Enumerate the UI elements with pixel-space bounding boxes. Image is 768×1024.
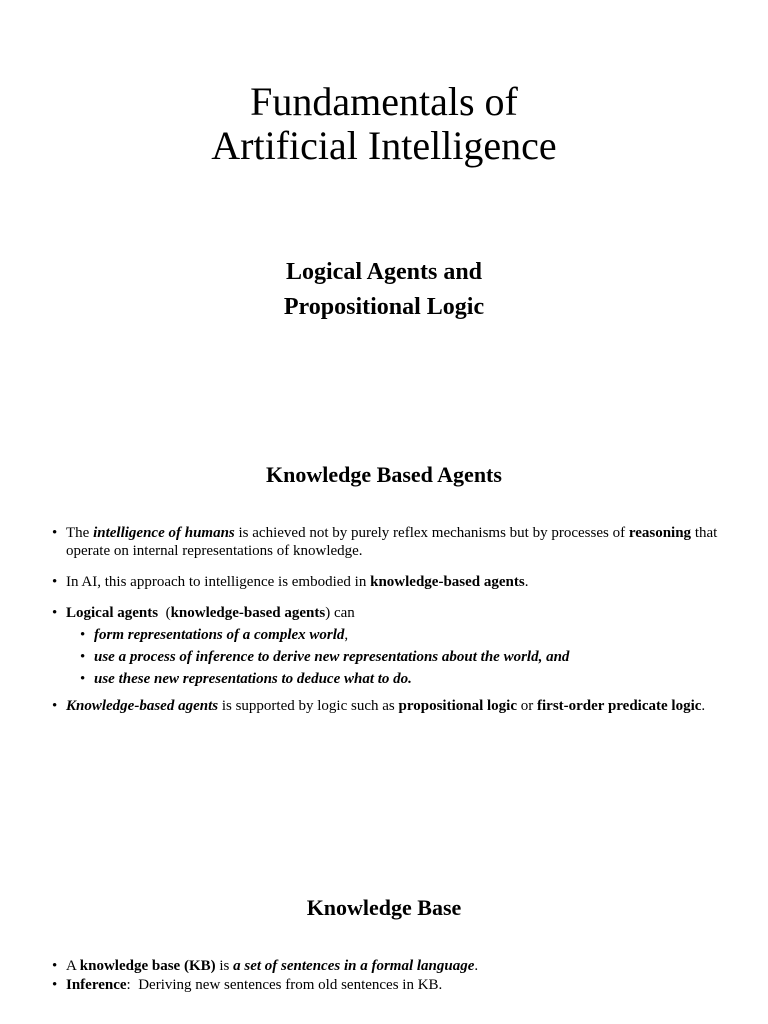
- subtitle-line-1: Logical Agents and: [285, 259, 483, 285]
- list-item: • In AI, this approach to intelligence is embodied in knowledge-based agents.: [52, 573, 732, 591]
- list-item: • Inference: Deriving new sentences from old sentences in KB.: [52, 976, 732, 994]
- knowledge-based-agents-list: [52, 524, 732, 728]
- section-heading-knowledge-based-agents: Knowledge Based Agents: [266, 462, 502, 487]
- list-item: • A knowledge base (KB) is a set of sentences in a formal language.: [52, 957, 732, 975]
- sub-list-item: • use these new representations to deduce what to do.: [80, 670, 732, 688]
- sub-list-item: • form representations of a complex world,: [80, 626, 732, 644]
- knowledge-base-list: [52, 957, 732, 1007]
- subtitle-line-2: Propositional Logic: [283, 294, 485, 320]
- title-line-2: Artificial Intelligence: [211, 123, 557, 168]
- list-item: • Logical agents (knowledge-based agents) can • form representations of a complex world, • use a process of inference to derive new representations about the world, and • use these new representations to deduce what to do.: [52, 604, 732, 688]
- logical-agents-sublist: [80, 626, 732, 688]
- title-line-1: Fundamentals of: [250, 79, 518, 124]
- section-heading-knowledge-base: Knowledge Base: [306, 895, 462, 920]
- list-item: • Knowledge-based agents is supported by logic such as propositional logic or first-order predicate logic.: [52, 697, 732, 715]
- sub-list-item: • use a process of inference to derive new representations about the world, and: [80, 648, 732, 666]
- document-subtitle: [0, 255, 768, 325]
- document-title: [0, 80, 768, 168]
- list-item: • The intelligence of humans is achieved not by purely reflex mechanisms but by processes of reasoning that operate on internal representations of knowledge.: [52, 524, 732, 560]
